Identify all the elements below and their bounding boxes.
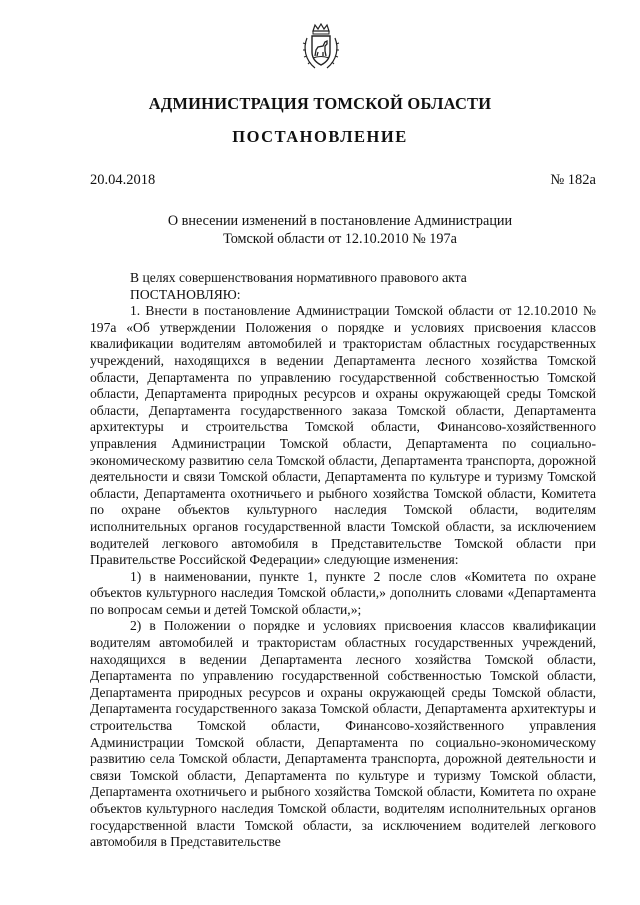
subject-line: О внесении изменений в постановление Администрации bbox=[167, 213, 513, 229]
resolve-heading: ПОСТАНОВЛЯЮ: bbox=[130, 286, 241, 302]
coat-of-arms-tomsk-icon bbox=[301, 22, 341, 72]
body-paragraph: 1) в наименовании, пункте 1, пункте 2 после слов «Комитета по охране объектов культурного наследия Томской области,» дополнить словами «Департамента по вопросам семьи и детей Томской области,»; bbox=[90, 568, 596, 617]
body-paragraph: 2) в Положении о порядке и условиях присвоения классов квалификации водителям автомобилей и трактористам областных государственных учреждений, находящихся в ведении Департамента лесного хозяйства Томской области, Департамента по управлению государственной собственностью Томской области, Департамента природных ресурсов и охраны окружающей среды Томской области, Департамента государственного заказа Томской области, Департамента архитектуры и строительства Томской области, Финансово-хозяйственного управления Администрации Томской области, Департамента по социально-экономическому развитию села Томской области, Департамента транспорта, дорожной деятельности и связи Томской области, Департамента по культуре и туризму Томской области, Департамента охотничьего и рыбного хозяйства Томской области, Комитета по охране объектов культурного наследия Томской области, водителям исполнительных органов государственной власти Томской области, за исключением водителей легкового автомобиля в Представительстве bbox=[90, 618, 596, 850]
document-subject bbox=[130, 212, 550, 248]
document-body bbox=[90, 270, 596, 851]
body-paragraph: 1. Внести в постановление Администрации Томской области от 12.10.2010 № 197а «Об утверждении Положения о порядке и условиях присвоения классов квалификации водителям автомобилей и трактористам областных государственных учреждений, находящихся в ведении Департамента лесного хозяйства Томской области, Департамента по управлению государственной собственностью Томской области, Департамента природных ресурсов и охраны окружающей среды Томской области, Департамента государственного заказа Томской области, Департамента архитектуры и строительства Томской области, Финансово-хозяйственного управления Администрации Томской области, Департамента по социально-экономическому развитию села Томской области, Департамента транспорта, дорожной деятельности и связи Томской области, Департамента по культуре и туризму Томской области, Департамента охотничьего и рыбного хозяйства Томской области, Комитета по охране объектов культурного наследия Томской области, водителям исполнительных органов государственной власти Томской области, за исключением водителей легкового автомобиля в Представительстве Томской области при Правительстве Российской Федерации» следующие изменения: bbox=[90, 303, 596, 568]
subject-line: Томской области от 12.10.2010 № 197а bbox=[223, 231, 457, 247]
document-type-title: ПОСТАНОВЛЕНИЕ bbox=[232, 127, 408, 146]
document-number: № 182а bbox=[550, 172, 596, 188]
organization-title: АДМИНИСТРАЦИЯ ТОМСКОЙ ОБЛАСТИ bbox=[148, 94, 492, 113]
document-date: 20.04.2018 bbox=[90, 172, 156, 188]
preamble-paragraph: В целях совершенствования нормативного правового акта bbox=[130, 270, 467, 285]
